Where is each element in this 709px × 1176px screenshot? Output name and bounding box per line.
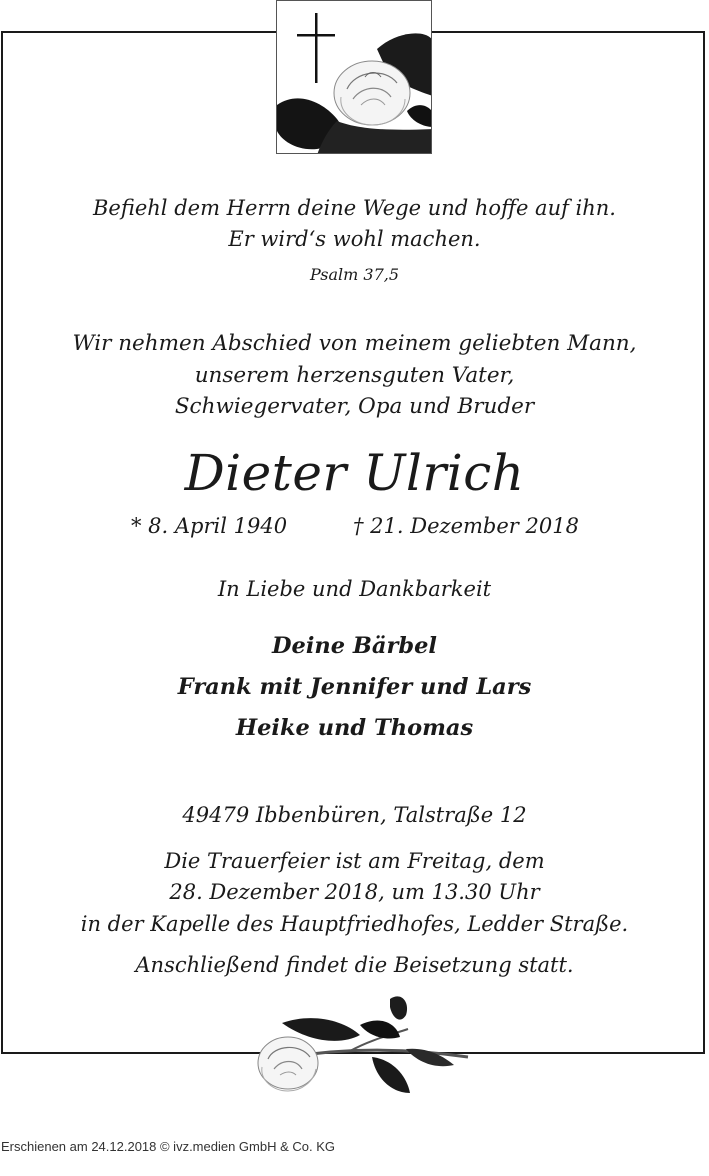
mourner-1: Deine Bärbel	[272, 633, 437, 659]
intro-line-3: Schwiegervater, Opa und Bruder	[174, 394, 535, 419]
cross-and-rose-icon	[276, 0, 432, 154]
mourner-2: Frank mit Jennifer und Lars	[177, 674, 532, 700]
intro-line-1: Wir nehmen Abschied von meinem geliebten Mann,	[72, 331, 637, 356]
service-line-1: Die Trauerfeier ist am Freitag, dem	[164, 849, 545, 873]
service-line-2: 28. Dezember 2018, um 13.30 Uhr	[169, 880, 540, 904]
service-line-3: in der Kapelle des Hauptfriedhofes, Ledder Straße.	[80, 912, 629, 936]
mourner-3: Heike und Thomas	[235, 715, 474, 741]
birth-date: * 8. April 1940	[131, 514, 288, 538]
death-date: † 21. Dezember 2018	[353, 514, 579, 538]
rose-icon	[230, 985, 480, 1105]
verse-line-1: Befiehl dem Herrn deine Wege und hoffe auf ihn.	[92, 196, 616, 220]
publication-footer: Erschienen am 24.12.2018 © ivz.medien GmbH & Co. KG	[1, 1139, 336, 1154]
address: 49479 Ibbenbüren, Talstraße 12	[182, 803, 527, 827]
verse-line-2: Er wird‘s wohl machen.	[228, 227, 481, 251]
deceased-name: Dieter Ulrich	[184, 444, 525, 502]
intro-line-2: unserem herzensguten Vater,	[194, 363, 515, 388]
farewell-text: In Liebe und Dankbarkeit	[217, 577, 492, 601]
verse-reference: Psalm 37,5	[309, 265, 400, 284]
service-line-4: Anschließend findet die Beisetzung statt.	[135, 953, 574, 977]
